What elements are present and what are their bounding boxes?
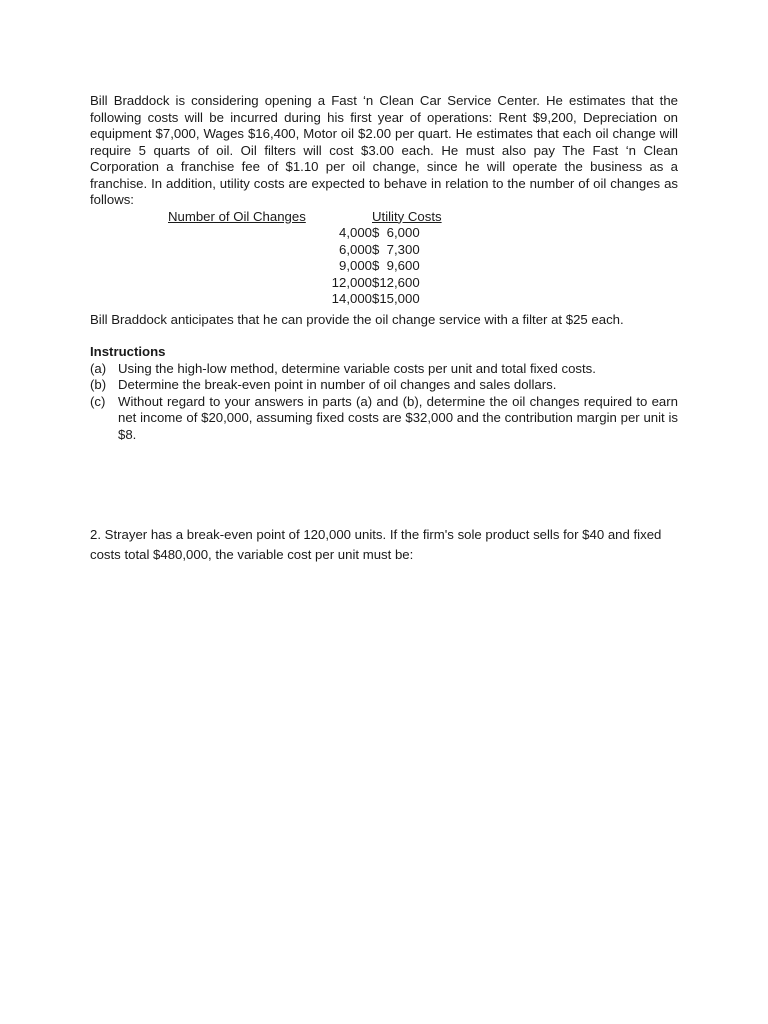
oil-changes-cell: 6,000 — [338, 241, 372, 257]
table-row — [168, 242, 442, 259]
utility-cost-cell: $15,000 — [372, 291, 420, 306]
header-utility-costs: Utility Costs — [372, 208, 442, 224]
header-oil-changes: Number of Oil Changes — [168, 208, 306, 224]
table-row — [168, 275, 442, 292]
part-letter: (b) — [90, 377, 107, 392]
part-text: Determine the break-even point in number of oil changes and sales dollars. — [118, 377, 557, 392]
problem-1 — [90, 93, 678, 443]
part-letter: (a) — [90, 360, 107, 376]
oil-changes-cell: 9,000 — [338, 258, 372, 273]
utility-cost-cell: $ 9,600 — [372, 258, 420, 273]
anticipate-paragraph: Bill Braddock anticipates that he can provide the oil change service with a filter at $25 each. — [90, 311, 624, 327]
utility-cost-cell: $ 6,000 — [372, 225, 420, 240]
part-text: Without regard to your answers in parts (a) and (b), determine the oil changes required to earn net income of $20,000, assuming fixed costs are $32,000 and the contribution margin per unit is $8. — [118, 393, 678, 442]
table-row — [168, 291, 442, 308]
oil-changes-cell: 4,000 — [338, 225, 372, 240]
instructions-heading: Instructions — [90, 344, 166, 359]
table-header-row — [168, 209, 442, 226]
table-row — [168, 258, 442, 275]
instructions-list — [90, 361, 678, 444]
problem-2: 2. Strayer has a break-even point of 120,000 units. If the firm's sole product sells for $40 and fixed costs total $480,000, the variable cost per unit must be: — [90, 527, 662, 562]
table-row — [168, 225, 442, 242]
utility-cost-cell: $12,600 — [372, 274, 420, 290]
utility-cost-table — [168, 209, 442, 308]
oil-changes-cell: 12,000 — [331, 274, 372, 290]
list-item — [90, 394, 678, 444]
problem-1-intro: Bill Braddock is considering opening a Fast ‘n Clean Car Service Center. He estimates that the following costs will be incurred during his first year of operations: Rent $9,200, Depreciation on equipment $7,000, Wages $16,400, Motor oil $2.00 per quart. He estimates that each oil change will require 5 quarts of oil. Oil filters will cost $3.00 each. He must also pay The Fast ‘n Clean Corporation a franchise fee of $1.10 per oil change, since he will operate the business as a franchise. In addition, utility costs are expected to behave in relation to the number of oil changes as follows: — [90, 93, 678, 207]
part-text: Using the high-low method, determine variable costs per unit and total fixed costs. — [118, 360, 596, 376]
part-letter: (c) — [90, 393, 106, 409]
list-item — [90, 361, 678, 378]
oil-changes-cell: 14,000 — [331, 291, 372, 306]
list-item — [90, 377, 678, 394]
utility-cost-cell: $ 7,300 — [372, 241, 420, 257]
